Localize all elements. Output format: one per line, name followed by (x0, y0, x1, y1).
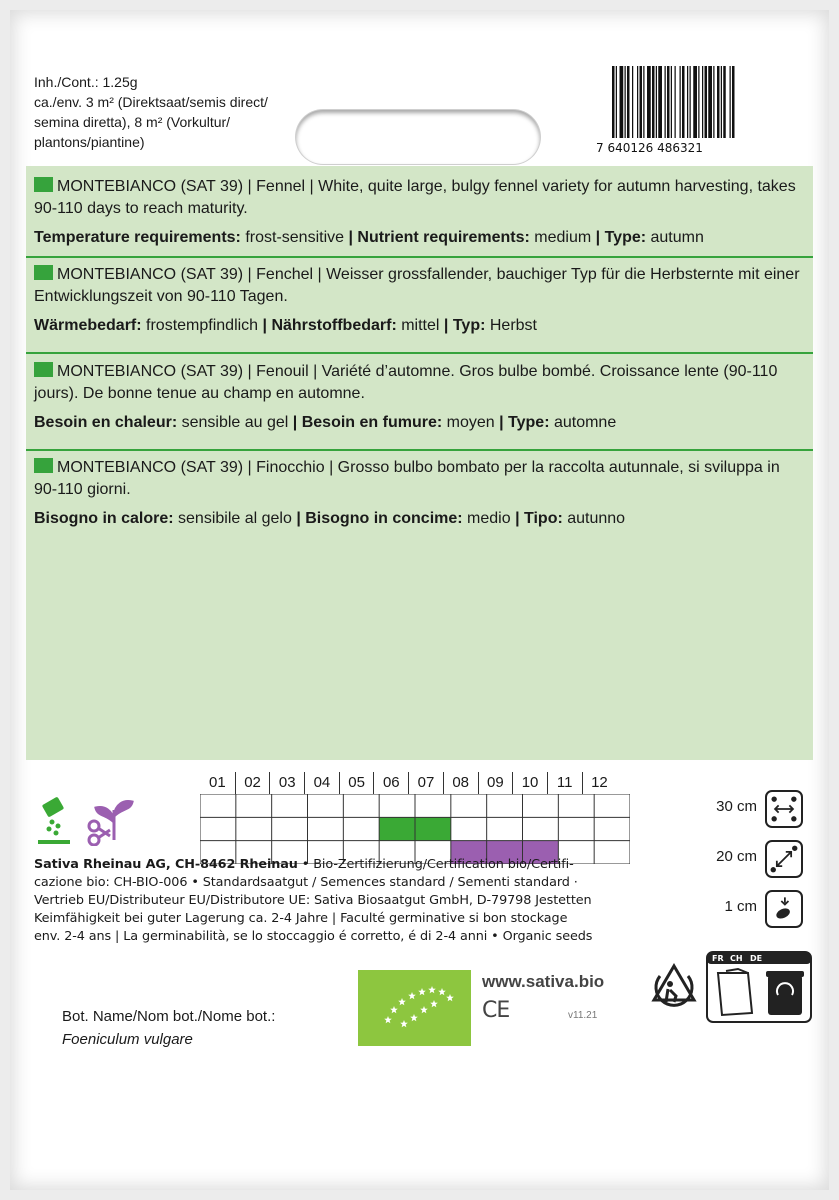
waste-bin-icon (768, 975, 802, 1015)
sowing-depth-icon (765, 890, 803, 928)
description-en (34, 176, 804, 249)
req-value: mittel (396, 317, 444, 334)
hang-hole (296, 110, 540, 164)
company-line: cazione bio: CH-BIO-006 • Standardsaatgut / Semences standard / Sementi standard · (34, 875, 578, 890)
spacing-label: 20 cm (716, 848, 757, 865)
barcode-number: 7 640126 486321 (596, 141, 703, 155)
eu-organic-logo (358, 970, 471, 1046)
req-value: automne (549, 414, 617, 431)
company-line: Keimfähigkeit bei guter Lagerung ca. 2-4 Jahre | Faculté germinative si bon stockage (34, 911, 568, 926)
req-value: frostempfindlich (141, 317, 263, 334)
description-intro: MONTEBIANCO (SAT 39) | Fenouil | Variété d’automne. Gros bulbe bombé. Croissance lente (90-110 jours). De bonne tenue au champ en automne. (34, 363, 778, 402)
botanical-name-label: Bot. Name/Nom bot./Nome bot.: (62, 1008, 276, 1025)
requirements-line (34, 412, 804, 434)
disposal-info (706, 951, 812, 1023)
req-label: Temperature requirements: (34, 229, 241, 246)
month-label: 06 (373, 772, 408, 794)
row-spacing-icon (765, 790, 803, 828)
planting-scissors-icon (89, 802, 132, 845)
req-label: | Nährstoffbedarf: (262, 317, 397, 334)
spacing-label: 30 cm (716, 798, 757, 815)
month-label: 02 (235, 772, 270, 794)
plant-spacing (653, 836, 803, 884)
description-it (34, 457, 804, 530)
description-intro: MONTEBIANCO (SAT 39) | Fenchel | Weisser grossfallender, bauchiger Typ für die Herbsternte mit einer Entwicklungszeit von 90-110 Tagen. (34, 266, 800, 305)
req-label: | Type: (595, 229, 647, 246)
company-line: Vertrieb EU/Distributeur EU/Distributore UE: Sativa Biosaatgut GmbH, D-79798 Jestetten (34, 893, 592, 908)
description-intro: MONTEBIANCO (SAT 39) | Finocchio | Grosso bulbo bombato per la raccolta autunnale, si sviluppa in 90-110 giorni. (34, 459, 780, 498)
req-value: medium (529, 229, 596, 246)
month-label: 03 (269, 772, 304, 794)
sowing-depth (653, 886, 803, 934)
calendar-months (200, 772, 616, 794)
calendar-cell-sowing (379, 817, 415, 840)
company-line: • Bio-Zertifizierung/Certification bio/Certifi- (297, 857, 574, 872)
bullet-square-icon (34, 265, 53, 280)
company-info (34, 856, 634, 946)
requirements-line (34, 315, 804, 337)
month-label: 09 (478, 772, 513, 794)
month-label: 12 (582, 772, 617, 794)
month-label: 04 (304, 772, 339, 794)
company-line: env. 2-4 ans | La germinabilità, se lo stoccaggio é corretto, é di 2-4 anni • Organic seeds (34, 929, 593, 944)
month-label: 07 (408, 772, 443, 794)
req-label: | Nutrient requirements: (348, 229, 530, 246)
tidyman-recycle-icon (648, 962, 700, 1014)
calendar-grid (200, 794, 630, 864)
divider (26, 256, 813, 258)
req-label: Wärmebedarf: (34, 317, 142, 334)
req-value: autunno (562, 510, 626, 527)
content-line: semina diretta), 8 m² (Vorkultur/ (34, 114, 231, 130)
month-label: 08 (443, 772, 478, 794)
content-line: plantons/piantine) (34, 134, 145, 150)
bullet-square-icon (34, 362, 53, 377)
requirements-line (34, 227, 804, 249)
content-line: Inh./Cont.: 1.25g (34, 74, 138, 90)
req-value: Herbst (485, 317, 537, 334)
sowing-icon (38, 796, 70, 844)
month-label: 01 (209, 774, 226, 791)
calendar-cell-sowing (415, 817, 451, 840)
content-info (34, 72, 268, 152)
growing-calendar (200, 772, 616, 794)
req-label: | Typ: (443, 317, 486, 334)
req-label: Besoin en chaleur: (34, 414, 178, 431)
barcode (596, 66, 772, 156)
description-de (34, 264, 804, 337)
bullet-square-icon (34, 458, 53, 473)
sowing-planting-icons (36, 796, 136, 846)
description-fr (34, 361, 804, 434)
row-spacing (653, 786, 803, 834)
req-label: | Besoin en fumure: (292, 414, 443, 431)
req-value: frost-sensitive (240, 229, 349, 246)
description-intro: MONTEBIANCO (SAT 39) | Fennel | White, quite large, bulgy fennel variety for autumn harvesting, takes 90-110 days to reach maturity. (34, 178, 796, 217)
req-value: sensible au gel (177, 414, 293, 431)
country-code: CH (730, 954, 743, 963)
divider (26, 352, 813, 354)
req-value: medio (462, 510, 516, 527)
req-value: sensibile al gelo (173, 510, 297, 527)
month-label: 05 (339, 772, 374, 794)
req-label: | Bisogno in concime: (296, 510, 463, 527)
description-panel (26, 166, 813, 760)
req-value: autumn (646, 229, 704, 246)
req-value: moyen (442, 414, 500, 431)
req-label: | Tipo: (515, 510, 563, 527)
divider (26, 449, 813, 451)
spacing-label: 1 cm (724, 898, 757, 915)
country-code: DE (750, 954, 763, 963)
month-label: 11 (547, 772, 582, 794)
spacing-info (653, 786, 803, 936)
plant-spacing-icon (765, 840, 803, 878)
company-name: Sativa Rheinau AG, CH-8462 Rheinau (34, 857, 298, 872)
req-label: | Type: (499, 414, 550, 431)
country-code: FR (712, 954, 724, 963)
website-link[interactable]: www.sativa.bio (482, 972, 605, 991)
content-line: ca./env. 3 m² (Direktsaat/semis direct/ (34, 94, 268, 110)
requirements-line (34, 508, 804, 530)
ce-mark: CE (482, 998, 510, 1023)
bullet-square-icon (34, 177, 53, 192)
version-label: v11.21 (568, 1010, 598, 1021)
botanical-name: Foeniculum vulgare (62, 1031, 193, 1048)
month-label: 10 (512, 772, 547, 794)
req-label: Bisogno in calore: (34, 510, 174, 527)
